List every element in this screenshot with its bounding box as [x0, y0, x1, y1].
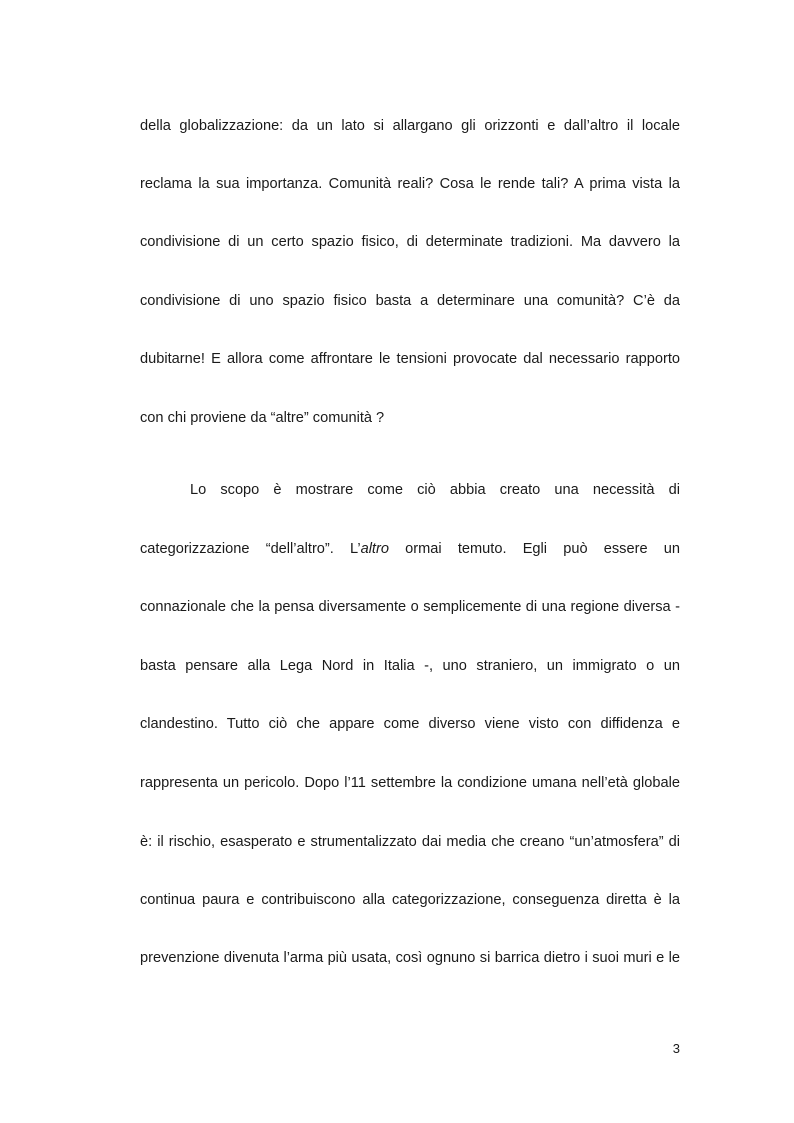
text-line: dubitarne! E allora come affrontare le tensioni provocate dal necessario rapporto	[140, 351, 680, 367]
text-line	[140, 539, 680, 559]
text-line: rappresenta un pericolo. Dopo l’11 settembre la condizione umana nell’età globale	[140, 775, 680, 791]
text-line: con chi proviene da “altre” comunità ?	[140, 410, 385, 426]
text-line: connazionale che la pensa diversamente o semplicemente di una regione diversa -	[140, 599, 680, 615]
text-line-indented: Lo scopo è mostrare come ciò abbia creato una necessità di	[190, 482, 680, 498]
text-line: condivisione di un certo spazio fisico, di determinate tradizioni. Ma davvero la	[140, 234, 680, 250]
text-line: clandestino. Tutto ciò che appare come diverso viene visto con diffidenza e	[140, 716, 680, 732]
italic-word: altro	[360, 541, 389, 557]
text-line: basta pensare alla Lega Nord in Italia -, uno straniero, un immigrato o un	[140, 658, 680, 674]
text-line: è: il rischio, esasperato e strumentalizzato dai media che creano “un’atmosfera” di	[140, 834, 680, 850]
text-line: prevenzione divenuta l’arma più usata, così ognuno si barrica dietro i suoi muri e le	[140, 950, 680, 966]
text-segment: ormai temuto. Egli può essere un	[388, 541, 680, 557]
text-line: continua paura e contribuiscono alla categorizzazione, conseguenza diretta è la	[140, 892, 680, 908]
text-line: reclama la sua importanza. Comunità reali? Cosa le rende tali? A prima vista la	[140, 176, 680, 192]
text-segment: categorizzazione “dell’altro”. L’	[140, 541, 361, 557]
text-line: condivisione di uno spazio fisico basta a determinare una comunità? C’è da	[140, 293, 680, 309]
page-number: 3	[672, 1041, 680, 1056]
text-line: della globalizzazione: da un lato si allargano gli orizzonti e dall’altro il locale	[140, 118, 680, 134]
